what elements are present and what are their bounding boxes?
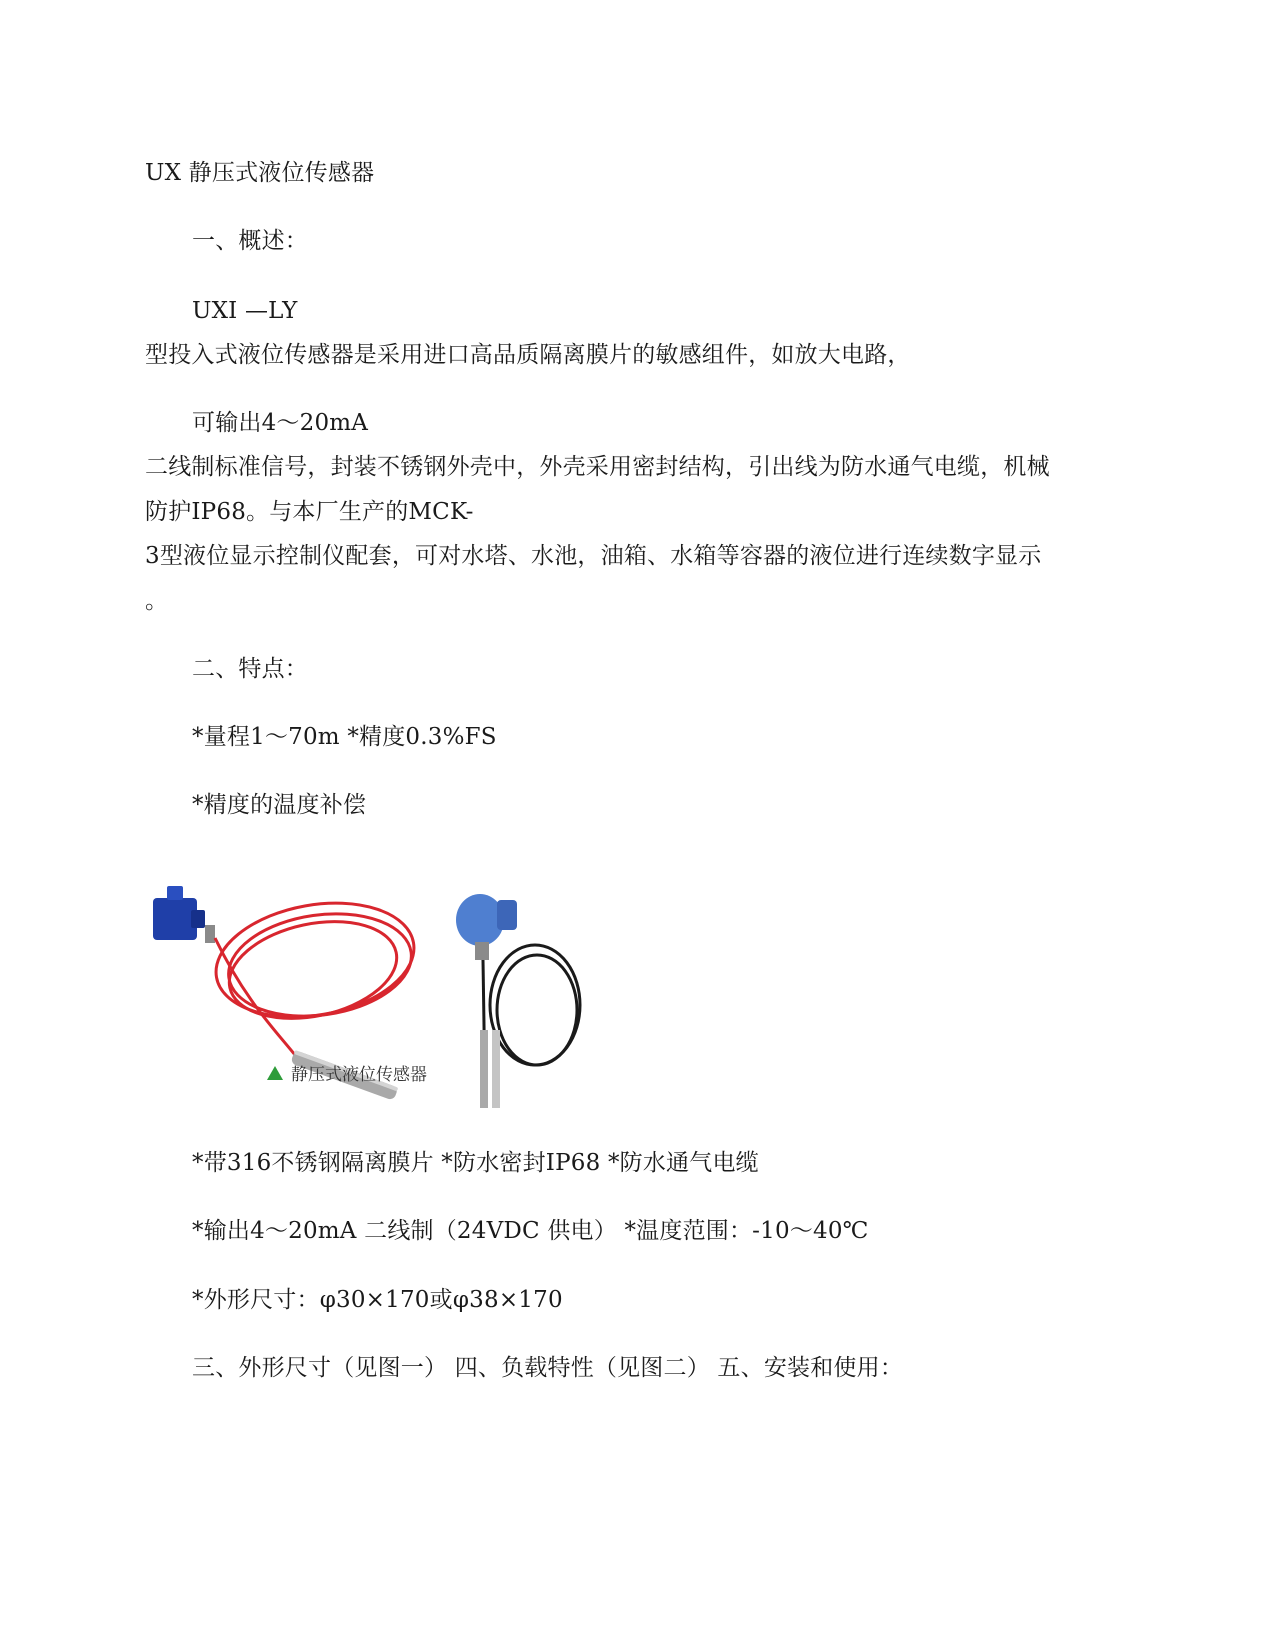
section-headings-3-4-5: 三、外形尺寸（见图一） 四、负载特性（见图二） 五、安装和使用：	[192, 1355, 904, 1381]
feature-item: *输出4～20mA 二线制（24VDC 供电） *温度范围：-10～40℃	[192, 1218, 869, 1244]
feature-item: *外形尺寸：φ30×170或φ38×170	[192, 1287, 563, 1313]
overview-line: 。	[145, 588, 169, 614]
feature-item: *量程1～70m *精度0.3%FS	[192, 724, 497, 750]
product-photo	[145, 880, 615, 1160]
overview-line: 防护IP68。与本厂生产的MCK-	[145, 499, 474, 525]
section-heading-features: 二、特点：	[192, 656, 308, 682]
right-sensor-housing	[456, 894, 517, 960]
document-title: UX 静压式液位传感器	[145, 160, 375, 186]
photo-caption	[267, 1065, 427, 1085]
overview-line: 可输出4～20mA	[192, 410, 369, 436]
svg-text:静压式液位传感器: 静压式液位传感器	[291, 1065, 427, 1085]
left-sensor-housing	[153, 886, 215, 943]
feature-item: *精度的温度补偿	[192, 792, 367, 818]
overview-line: UXI —LY	[192, 298, 298, 324]
red-cable	[207, 888, 423, 1055]
overview-line: 二线制标准信号，封装不锈钢外壳中，外壳采用密封结构，引出线为防水通气电缆，机械	[145, 454, 1050, 480]
right-sensor-probe	[480, 1030, 500, 1108]
overview-line: 3型液位显示控制仪配套，可对水塔、水池，油箱、水箱等容器的液位进行连续数字显示	[145, 543, 1042, 569]
overview-line: 型投入式液位传感器是采用进口高品质隔离膜片的敏感组件，如放大电路，	[145, 342, 911, 368]
feature-item: *带316不锈钢隔离膜片 *防水密封IP68 *防水通气电缆	[192, 1150, 759, 1176]
section-heading-overview: 一、概述：	[192, 228, 308, 254]
